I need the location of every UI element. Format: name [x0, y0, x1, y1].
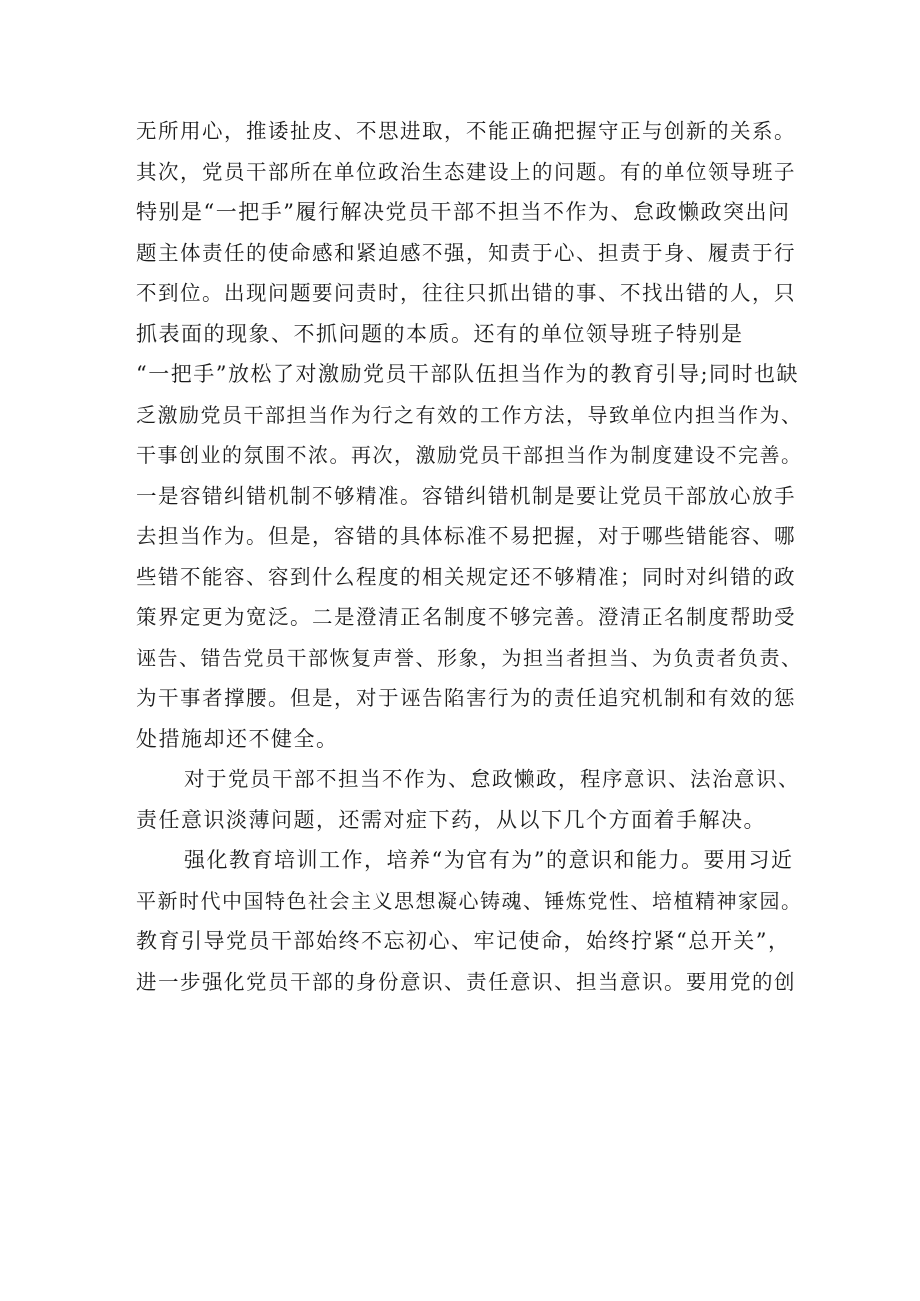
- text-line: 为干事者撑腰。但是，对于诬告陷害行为的责任追究机制和有效的惩: [136, 686, 796, 710]
- text-line: 一是容错纠错机制不够精准。容错纠错机制是要让党员干部放心放手: [136, 483, 796, 508]
- text-line: 题主体责任的使命感和紧迫感不强，知责于心、担责于身、履责于行: [136, 240, 796, 265]
- body-text: [136, 111, 804, 1002]
- text-line: 处措施却还不健全。: [136, 726, 339, 751]
- text-line: 特别是“一把手”履行解决党员干部不担当不作为、怠政懒政突出问: [136, 200, 791, 224]
- paragraph-first-line: 强化教育培训工作，培养“为官有为”的意识和能力。要用习近: [184, 848, 794, 872]
- text-line: 抓表面的现象、不抓问题的本质。还有的单位领导班子特别是: [136, 321, 744, 346]
- text-line: 诬告、错告党员干部恢复声誉、形象，为担当者担当、为负责者负责、: [136, 645, 803, 670]
- text-line: 责任意识淡薄问题，还需对症下药，从以下几个方面着手解决。: [136, 807, 766, 832]
- text-line: 策界定更为宽泛。二是澄清正名制度不够完善。澄清正名制度帮助受: [136, 605, 796, 629]
- text-line: 平新时代中国特色社会主义思想凝心铸魂、锤炼党性、培植精神家园。: [136, 888, 803, 913]
- text-line: 些错不能容、容到什么程度的相关规定还不够精准；同时对纠错的政: [136, 564, 796, 589]
- text-line: 进一步强化党员干部的身份意识、责任意识、担当意识。要用党的创: [136, 969, 796, 994]
- text-line: 去担当作为。但是，容错的具体标准不易把握，对于哪些错能容、哪: [136, 524, 796, 548]
- text-line: 无所用心，推诿扯皮、不思进取，不能正确把握守正与创新的关系。: [136, 119, 796, 143]
- text-line: 教育引导党员干部始终不忘初心、牢记使命，始终拧紧“总开关”，: [136, 929, 791, 953]
- text-line: 其次，党员干部所在单位政治生态建设上的问题。有的单位领导班子: [136, 159, 796, 184]
- paragraph-first-line: 对于党员干部不担当不作为、怠政懒政，程序意识、法治意识、: [184, 767, 800, 791]
- text-line: 乏激励党员干部担当作为行之有效的工作方法，导致单位内担当作为、: [136, 402, 803, 427]
- text-line: 干事创业的氛围不浓。再次，激励党员干部担当作为制度建设不完善。: [136, 443, 803, 467]
- text-line: “一把手”放松了对激励党员干部队伍担当作为的教育引导;同时也缺: [136, 362, 800, 386]
- text-line: 不到位。出现问题要问责时，往往只抓出错的事、不找出错的人，只: [136, 281, 796, 305]
